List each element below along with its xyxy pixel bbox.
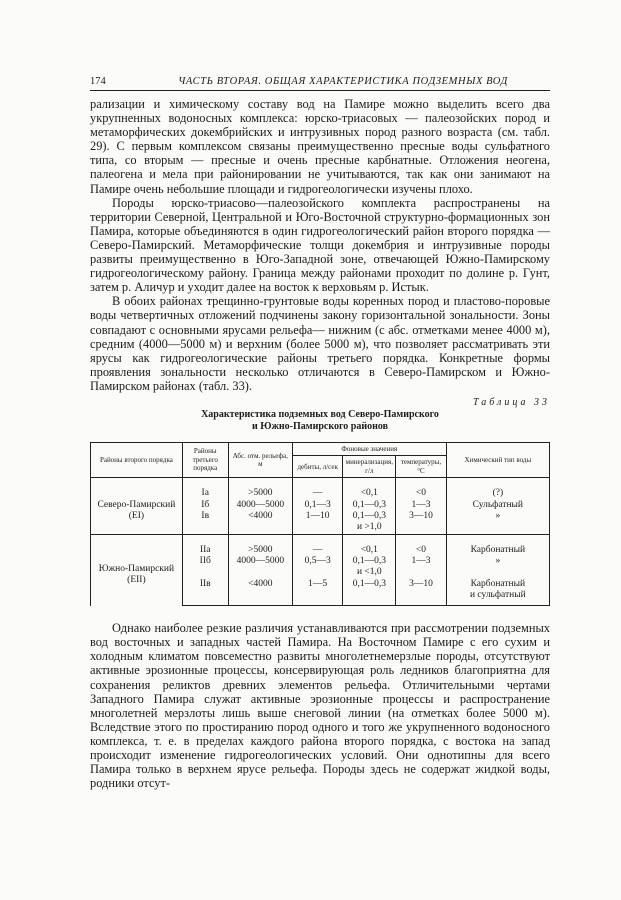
cell-chem: и сульфатный — [446, 590, 549, 606]
cell-debit: 0,1—3 — [292, 500, 342, 511]
cell-debit — [292, 522, 342, 534]
cell-temp: 1—3 — [396, 500, 446, 511]
paragraph-3: В обоих районах трещинно-грунтовые воды коренных пород и пластово-поровые воды четвертичных отложений подчинены закону горизонтальной зональности. Зоны совпадают с основными ярусами рельефа— нижним (с абс. отметками менее 4000 м), средним (4000—5000 м) и верхним (более 5000 м), что позволяет рассматривать эти ярусы как гидрогеологические районы третьего порядка. Конкретные формы проявления зональности несколько отличаются в Северо-Памирском и Южно-Памирском районах (табл. 33). — [90, 294, 550, 393]
cell-debit: 1—5 — [292, 579, 342, 590]
book-page — [90, 76, 550, 790]
cell-temp: 3—10 — [396, 579, 446, 590]
cell-elev — [228, 590, 292, 606]
cell-chem: » — [446, 511, 549, 522]
cell-third: Iб — [182, 500, 228, 511]
cell-elev: 4000—5000 — [228, 556, 292, 567]
cell-elev: 4000—5000 — [228, 500, 292, 511]
table-label: Таблица 33 — [473, 396, 550, 408]
page-number: 174 — [90, 76, 106, 87]
cell-elev: <4000 — [228, 579, 292, 590]
cell-debit — [292, 590, 342, 606]
header-abs-elevation: Абс. отм. рельефа, м — [228, 442, 292, 478]
header-mineralization: минерализация, г/л — [343, 456, 396, 478]
region-north: Северо-Памирский (EI) — [91, 478, 183, 534]
header-chem-type: Химический тип воды — [446, 442, 549, 478]
cell-mineral: 0,1—0,3 — [343, 556, 396, 567]
cell-temp: 3—10 — [396, 511, 446, 522]
table-row — [91, 478, 550, 500]
cell-chem — [446, 567, 549, 578]
cell-third — [182, 522, 228, 534]
cell-temp — [396, 567, 446, 578]
header-background-values: Фоновые значения — [292, 442, 446, 456]
header-temperature: температуры, °С — [396, 456, 446, 478]
cell-elev: <4000 — [228, 511, 292, 522]
cell-temp: <0 — [396, 478, 446, 500]
table-caption-line-2: и Южно-Памирского районов — [252, 421, 388, 433]
cell-chem: (?) — [446, 478, 549, 500]
running-header — [90, 76, 550, 91]
paragraph-2: Породы юрско-триасово—палеозойского комплекта распространены на территории Северной, Центральной и Юго-Восточной структурно-формационных зон Памира, которые объединяются в один гидрогеологический район второго порядка — Северо-Памирский. Метаморфические толщи докембрия и интрузивные породы развиты преимущественно в Юго-Западной зоне, отвечающей Южно-Памирскому гидрогеологическому району. Граница между районами проходит по долине р. Гунт, затем р. Аличур и уходит далее на восток к верховьям р. Истык. — [90, 195, 550, 295]
header-debit: дебиты, л/сек — [292, 456, 342, 478]
cell-chem: Карбонатный — [446, 579, 549, 590]
cell-chem: Сульфатный — [446, 500, 549, 511]
cell-chem: Карбонатный — [446, 534, 549, 556]
cell-mineral: <0,1 — [343, 534, 396, 556]
header-region-third-order: Районы третьего порядка — [182, 442, 228, 478]
cell-mineral: 0,1—0,3 — [343, 511, 396, 522]
cell-temp — [396, 522, 446, 534]
cell-temp: 1—3 — [396, 556, 446, 567]
groundwater-table — [90, 442, 550, 606]
cell-temp: <0 — [396, 534, 446, 556]
cell-elev — [228, 567, 292, 578]
cell-elev — [228, 522, 292, 534]
region-south: Южно-Памирский (EII) — [91, 534, 183, 605]
cell-chem: » — [446, 556, 549, 567]
header-region-second-order: Районы второго порядка — [91, 442, 183, 478]
cell-debit: 1—10 — [292, 511, 342, 522]
cell-third — [182, 567, 228, 578]
cell-debit — [292, 567, 342, 578]
cell-mineral: <0,1 — [343, 478, 396, 500]
cell-third: IIа — [182, 534, 228, 556]
running-title: ЧАСТЬ ВТОРАЯ. ОБЩАЯ ХАРАКТЕРИСТИКА ПОДЗЕМНЫХ ВОД — [178, 76, 508, 87]
cell-elev: >5000 — [228, 534, 292, 556]
cell-mineral — [343, 590, 396, 606]
cell-chem — [446, 522, 549, 534]
paragraph-4: Однако наиболее резкие различия устанавливаются при рассмотрении подземных вод восточных и западных частей Памира. На Восточном Памире с его сухим и холодным климатом повсеместно развиты многолетнемерзлые породы, отсутствуют активные эрозионные процессы, консервирующая роль ледников благоприятна для сохранения реликтов древних элементов рельефа. Отличительными чертами Западного Памира служат активные эрозионные процессы и распространение многолетней мерзлоты лишь выше снеговой линии (на отметках более 5000 м). Вследствие этого по простиранию пород одного и того же укрупненного водоносного комплекса, т. е. в пределах каждого района второго порядка, с востока на запад происходит изменение гидрогеологических условий. Они однотипны для всего Памира только в верхнем ярусе рельефа. Породы здесь не содержат жидкой воды, родники отсут- — [90, 621, 550, 791]
cell-elev: >5000 — [228, 478, 292, 500]
cell-mineral: и <1,0 — [343, 567, 396, 578]
table-row — [91, 534, 550, 556]
cell-third: IIв — [182, 579, 228, 590]
cell-mineral: 0,1—0,3 — [343, 500, 396, 511]
cell-debit: 0,5—3 — [292, 556, 342, 567]
table-caption-line-1: Характеристика подземных вод Северо-Памирского — [201, 408, 439, 420]
cell-debit: — — [292, 478, 342, 500]
cell-mineral: и >1,0 — [343, 522, 396, 534]
cell-temp — [396, 590, 446, 606]
cell-third: Iв — [182, 511, 228, 522]
cell-debit: — — [292, 534, 342, 556]
cell-third: Iа — [182, 478, 228, 500]
cell-third — [182, 590, 228, 606]
cell-third: IIб — [182, 556, 228, 567]
cell-mineral: 0,1—0,3 — [343, 579, 396, 590]
paragraph-1: рализации и химическому составу вод на Памире можно выделить всего два укрупненных водоносных комплекса: юрско-триасовых — палеозойских пород и метаморфических докембрийских и интрузивных пород разного возраста (см. табл. 29). С первым комплексом связаны преимущественно пресные воды сульфатного типа, со вторым — пресные и очень пресные карбнатные. Отложения неогена, палеогена и мела при районировании не учитываются, так как они занимают на Памире очень небольшие площади и гидрогеологически изучены плохо. — [90, 97, 550, 196]
